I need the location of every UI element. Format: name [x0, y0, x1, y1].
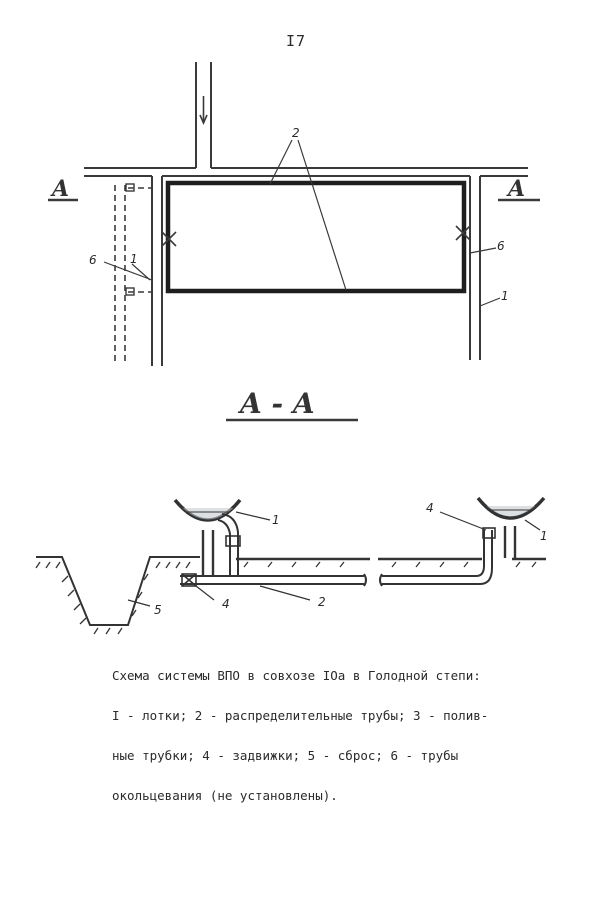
- tray-right-section: [478, 498, 544, 558]
- caption-line-2: I - лотки; 2 - распределительные трубы; 3 - полив-: [112, 708, 489, 723]
- label-ring-pipes-left: 6: [89, 253, 97, 267]
- earth-hatching: [36, 562, 536, 634]
- label-discharge: 5: [154, 603, 162, 617]
- plan-view: [48, 62, 540, 366]
- label-ring-pipes-right: 6: [497, 239, 505, 253]
- label-tray-right: 1: [540, 529, 548, 543]
- leader-lines: [104, 140, 500, 306]
- ground-line: [36, 557, 200, 625]
- label-trays-right: 1: [501, 289, 509, 303]
- caption-line-4: окольцевания (не установлены).: [112, 788, 338, 803]
- flow-arrow-icon: [200, 96, 207, 123]
- caption-line-1: Схема системы ВПО в совхозе IOа в Голодной степи:: [112, 668, 481, 683]
- distribution-pipe-loop: [168, 183, 464, 291]
- label-tray-left: 1: [272, 513, 280, 527]
- tray-right: [470, 176, 480, 360]
- label-trays-left: 1: [130, 252, 138, 266]
- page-number: I7: [286, 32, 307, 50]
- label-pipe: 2: [318, 595, 326, 609]
- section-title: A - A: [240, 387, 315, 420]
- label-distribution-pipes: 2: [292, 126, 300, 140]
- label-valve-right: 4: [426, 501, 434, 515]
- section-view: [36, 498, 546, 634]
- tray-left-section: [175, 500, 240, 575]
- tray-left: [152, 176, 162, 366]
- section-letter-right: A: [508, 176, 526, 202]
- section-letter-left: A: [52, 176, 70, 202]
- header-channel: [84, 168, 528, 176]
- figure-caption: [112, 646, 552, 826]
- label-valve-left: 4: [222, 597, 230, 611]
- caption-line-3: ные трубки; 4 - задвижки; 5 - сброс; 6 - трубы: [112, 748, 459, 763]
